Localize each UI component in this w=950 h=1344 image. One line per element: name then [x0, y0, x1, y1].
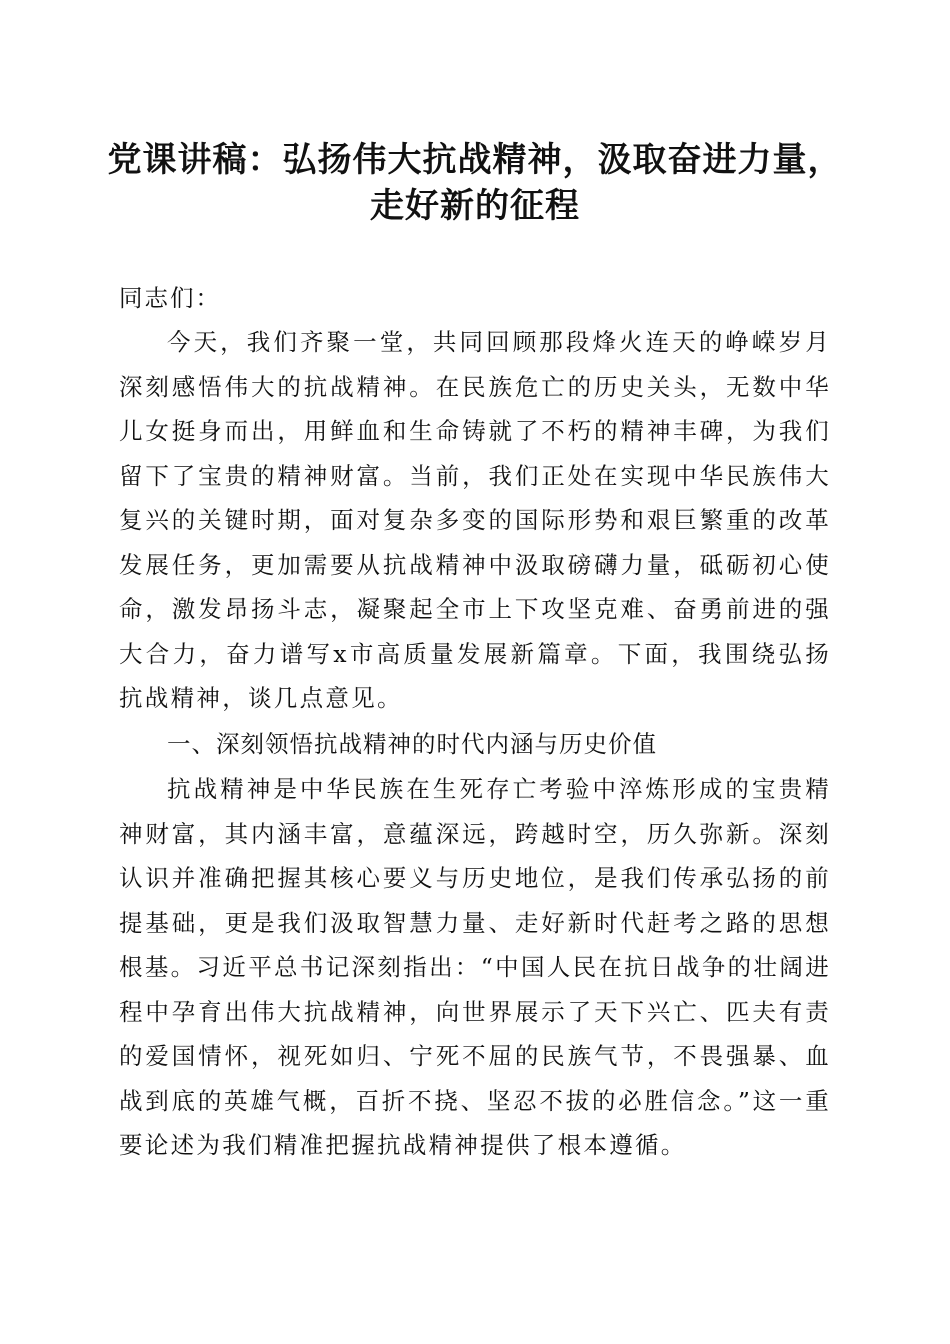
- document-title-line-1: 党课讲稿：弘扬伟大抗战精神，汲取奋进力量，: [107, 140, 843, 180]
- paragraph-section-1: 抗战精神是中华民族在生死存亡考验中淬炼形成的宝贵精神财富，其内涵丰富，意蕴深远，跨越时空，历久弥新。深刻认识并准确把握其核心要义与历史地位，是我们传承弘扬的前提基础，更是我们汲取智慧力量、走好新时代赶考之路的思想根基。习近平总书记深刻指出：“中国人民在抗日战争的壮阔进程中孕育出伟大抗战精神，向世界展示了天下兴亡、匹夫有责的爱国情怀，视死如归、宁死不屈的民族气节，不畏强暴、血战到底的英雄气概，百折不挠、坚忍不拔的必胜信念。”这一重要论述为我们精准把握抗战精神提供了根本遵循。: [119, 775, 831, 1159]
- section-heading-1: 一、深刻领悟抗战精神的时代内涵与历史价值: [167, 730, 657, 758]
- paragraph-intro: 今天，我们齐聚一堂，共同回顾那段烽火连天的峥嵘岁月深刻感悟伟大的抗战精神。在民族危亡的历史关头，无数中华儿女挺身而出，用鲜血和生命铸就了不朽的精神丰碑，为我们留下了宝贵的精神财富。当前，我们正处在实现中华民族伟大复兴的关键时期，面对复杂多变的国际形势和艰巨繁重的改革发展任务，更加需要从抗战精神中汲取磅礴力量，砥砺初心使命，激发昂扬斗志，凝聚起全市上下攻坚克难、奋勇前进的强大合力，奋力谱写x市高质量发展新篇章。下面，我围绕弘扬抗战精神，谈几点意见。: [119, 328, 831, 712]
- salutation: 同志们：: [119, 284, 221, 312]
- document-title-line-2: 走好新的征程: [370, 186, 580, 226]
